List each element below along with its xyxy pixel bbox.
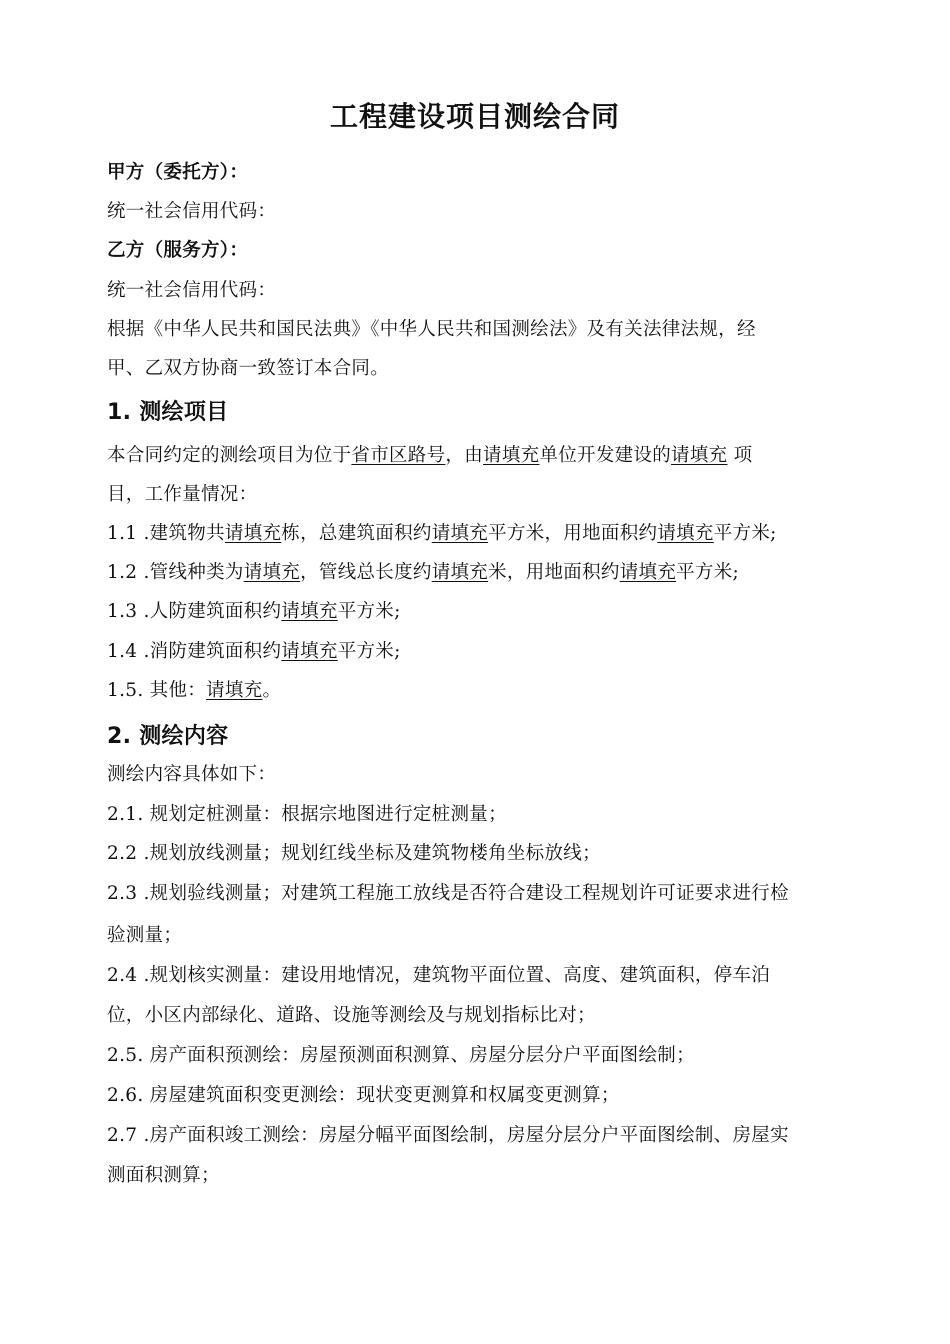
fire-protection-area-field: 请填充 bbox=[281, 641, 338, 662]
text: 项 bbox=[727, 445, 753, 466]
text: 1.4 .消防建筑面积约 bbox=[107, 641, 282, 662]
party-b-code-label: 统一社会信用代码： bbox=[107, 280, 277, 301]
item-2-3-line-2: 验测量； bbox=[107, 925, 183, 946]
party-b-label: 乙方（服务方）： bbox=[107, 240, 249, 261]
text: 平方米; bbox=[337, 641, 401, 662]
item-2-1: 2.1. 规划定桩测量：根据宗地图进行定桩测量； bbox=[107, 804, 507, 825]
text: ，管线总长度约 bbox=[300, 562, 432, 583]
intro-line-2: 甲、乙双方协商一致签订本合同。 bbox=[107, 358, 390, 379]
item-2-2: 2.2 .规划放线测量；规划红线坐标及建筑物楼角坐标放线； bbox=[107, 843, 601, 864]
pipeline-type-field: 请填充 bbox=[243, 562, 301, 583]
text: 1.3 .人防建筑面积约 bbox=[107, 601, 282, 622]
text: 平方米，用地面积约 bbox=[488, 523, 658, 544]
item-2-3-line-1: 2.3 .规划验线测量；对建筑工程施工放线是否符合建设工程规划许可证要求进行检 bbox=[107, 883, 789, 904]
land-area-field: 请填充 bbox=[657, 523, 714, 544]
item-1-2 bbox=[107, 560, 739, 586]
text: 平方米; bbox=[337, 601, 401, 622]
text: 平方米; bbox=[676, 562, 740, 583]
total-floor-area-field: 请填充 bbox=[431, 523, 489, 544]
text: 本合同约定的测绘项目为位于 bbox=[107, 445, 352, 466]
section-2-heading: 2. 测绘内容 bbox=[107, 724, 229, 749]
intro-line-1: 根据《中华人民共和国民法典》《中华人民共和国测绘法》及有关法律法规，经 bbox=[107, 319, 756, 340]
other-field: 请填充 bbox=[206, 680, 263, 701]
item-1-4 bbox=[107, 639, 401, 665]
section-1-paragraph-line-2: 目，工作量情况： bbox=[107, 484, 258, 505]
item-2-4-line-1: 2.4 .规划核实测量：建设用地情况，建筑物平面位置、高度、建筑面积，停车泊 bbox=[107, 965, 771, 986]
pipeline-land-area-field: 请填充 bbox=[619, 562, 677, 583]
text: ，由 bbox=[445, 445, 484, 466]
building-count-field: 请填充 bbox=[224, 523, 282, 544]
project-name-field: 请填充 bbox=[671, 445, 728, 466]
developer-field: 请填充 bbox=[483, 445, 540, 466]
text: 1.1 .建筑物共 bbox=[107, 523, 225, 544]
item-2-7-line-1: 2.7 .房产面积竣工测绘：房屋分幅平面图绘制，房屋分层分户平面图绘制、房屋实 bbox=[107, 1125, 789, 1146]
item-1-5 bbox=[107, 678, 281, 704]
item-1-1 bbox=[107, 521, 777, 547]
section-1-heading: 1. 测绘项目 bbox=[107, 400, 229, 425]
item-2-5: 2.5. 房产面积预测绘：房屋预测面积测算、房屋分层分户平面图绘制； bbox=[107, 1045, 695, 1066]
text: 1.2 .管线种类为 bbox=[107, 562, 244, 583]
pipeline-length-field: 请填充 bbox=[431, 562, 489, 583]
party-a-code-label: 统一社会信用代码： bbox=[107, 201, 277, 222]
text: 1.5. 其他： bbox=[107, 680, 207, 701]
item-2-6: 2.6. 房屋建筑面积变更测绘：现状变更测算和权属变更测算； bbox=[107, 1085, 620, 1106]
item-2-4-line-2: 位，小区内部绿化、道路、设施等测绘及与规划指标比对； bbox=[107, 1005, 596, 1026]
address-field: 省市区路号 bbox=[351, 445, 446, 466]
section-2-intro: 测绘内容具体如下： bbox=[107, 764, 277, 785]
text: 栋，总建筑面积约 bbox=[281, 523, 432, 544]
text: 。 bbox=[262, 680, 282, 701]
section-1-paragraph-line-1 bbox=[107, 443, 752, 469]
text: 平方米; bbox=[713, 523, 777, 544]
page-title: 工程建设项目测绘合同 bbox=[329, 100, 620, 133]
text: 米，用地面积约 bbox=[488, 562, 620, 583]
civil-defense-area-field: 请填充 bbox=[281, 601, 338, 622]
item-2-7-line-2: 测面积测算； bbox=[107, 1165, 220, 1186]
item-1-3 bbox=[107, 599, 401, 625]
party-a-label: 甲方（委托方）： bbox=[107, 162, 249, 183]
text: 单位开发建设的 bbox=[539, 445, 672, 466]
